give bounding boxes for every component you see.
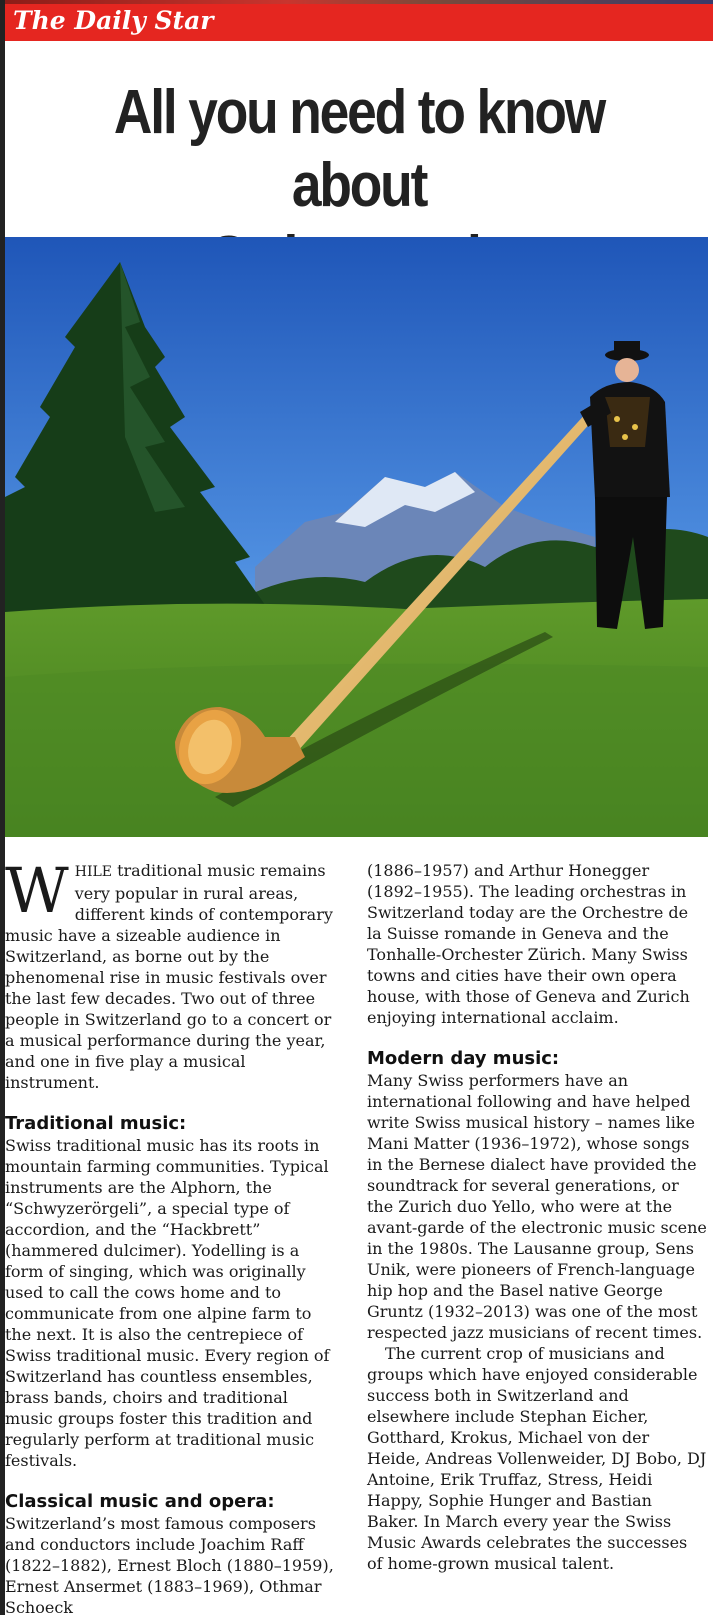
alphorn-photo [5, 237, 708, 837]
section-modern-paragraph-1: Many Swiss performers have an international following and have helped write Swiss musical history – names like Mani Matter (1936–1972), whose songs in the Bernese dialect have provided the soundtrack for several generations, or the Zurich duo Yello, who were at the avant-garde of the electronic music scene in the 1980s. The Lausanne group, Sens Unik, were pioneers of French-language hip hop and the Basel native George Gruntz (1932–2013) was one of the most respected jazz musicians of recent times. [367, 1071, 707, 1342]
newspaper-logo[interactable]: The Daily Star [13, 6, 214, 35]
section-traditional-paragraph: Swiss traditional music has its roots in mountain farming communities. Typical instruments are the Alphorn, the “Schwyzerörgeli”, a special type of accordion, and the “Hackbrett” (hammered dulcimer). Yodelling is a form of singing, which was originally used to call the cows home and to communicate from one alpine farm to the next. It is also the centrepiece of Swiss traditional music. Every region of Switzerland has countless ensembles, brass bands, choirs and traditional music groups foster this tradition and regularly perform at traditional music festivals. [5, 1136, 330, 1470]
intro-smallcaps: HILE [74, 864, 112, 880]
alphorn-photo-illustration [5, 237, 708, 837]
article-column-right [367, 860, 707, 1574]
section-heading-classical: Classical music and opera: [5, 1491, 275, 1512]
intro-text: traditional music remains very popular in rural areas, different kinds of contemporary music have a sizeable audience in Switzerland, as borne out by the phenomenal rise in music festivals over the last few decades. Two out of three people in Switzerland go to a concert or a musical performance during the year, and one in five play a musical instrument. [5, 861, 333, 1092]
section-classical-paragraph-2: (1886–1957) and Arthur Honegger (1892–1955). The leading orchestras in Switzerland today are the Orchestre de la Suisse romande in Geneva and the Tonhalle-Orchester Zürich. Many Swiss towns and cities have their own opera house, with those of Geneva and Zurich enjoying international acclaim. [367, 861, 690, 1027]
section-classical-paragraph-1: Switzerland’s most famous composers and conductors include Joachim Raff (1822–1882), Ernest Bloch (1880–1959), Ernest Ansermet (1883–1969), Othmar Schoeck [5, 1514, 334, 1617]
section-modern-paragraph-2: The current crop of musicians and groups which have enjoyed considerable success both in Switzerland and elsewhere include Stephan Eicher, Gotthard, Krokus, Michael von der Heide, Andreas Vollenweider, DJ Bobo, DJ Antoine, Erik Truffaz, Stress, Heidi Happy, Sophie Hunger and Bastian Baker. In March every year the Swiss Music Awards celebrates the successes of home-grown musical talent. [367, 1344, 707, 1573]
masthead [5, 0, 713, 41]
drop-cap: W [5, 854, 69, 927]
section-heading-modern: Modern day music: [367, 1048, 560, 1069]
intro-paragraph [5, 854, 340, 1093]
section-heading-traditional: Traditional music: [5, 1113, 187, 1134]
masthead-strip [5, 0, 713, 4]
headline-line-1: All you need to know about [113, 78, 605, 220]
article-column-left [5, 854, 340, 1618]
